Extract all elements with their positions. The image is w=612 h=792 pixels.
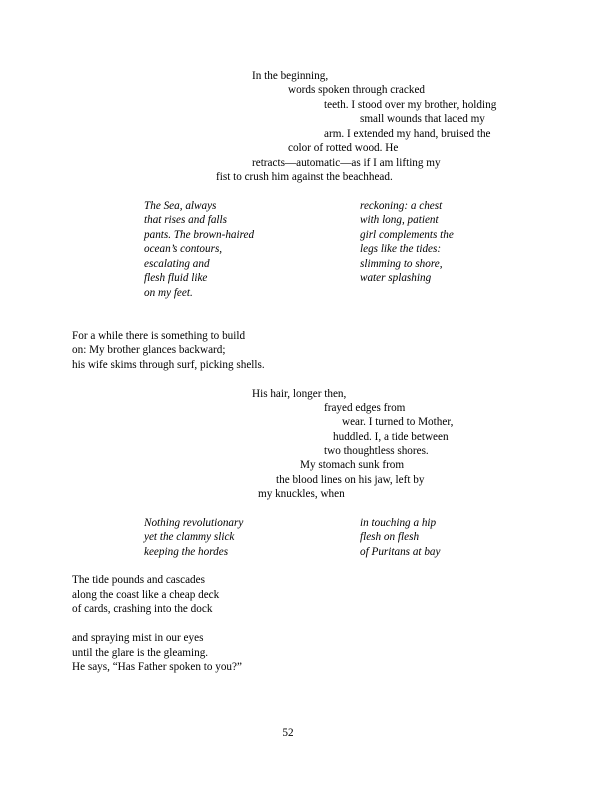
poem-line: on: My brother glances backward; <box>72 344 226 356</box>
poem-line: For a while there is something to build <box>72 330 246 342</box>
italic-line-right: legs like the tides: <box>360 243 442 255</box>
italic-line-left: The Sea, always <box>144 200 217 212</box>
poem-line: small wounds that laced my <box>360 113 485 125</box>
poem-line: His hair, longer then, <box>252 388 347 400</box>
poem-line: words spoken through cracked <box>288 84 426 96</box>
poem-line: wear. I turned to Mother, <box>342 416 454 428</box>
italic-line-left: flesh fluid like <box>144 272 208 284</box>
italic-line-right: of Puritans at bay <box>360 546 441 558</box>
poem-line: retracts—automatic—as if I am lifting my <box>252 157 441 169</box>
poem-line: along the coast like a cheap deck <box>72 589 220 601</box>
italic-line-left: ocean’s contours, <box>144 243 223 255</box>
italic-line-right: in touching a hip <box>360 517 437 529</box>
poem-line: In the beginning, <box>252 70 329 82</box>
italic-line-left: keeping the hordes <box>144 546 229 558</box>
italic-line-right: reckoning: a chest <box>360 200 443 212</box>
poem-line: teeth. I stood over my brother, holding <box>324 99 497 111</box>
italic-line-left: pants. The brown-haired <box>144 229 255 241</box>
italic-line-left: escalating and <box>144 258 210 270</box>
poem-line: his wife skims through surf, picking shells. <box>72 359 265 371</box>
poem-line: huddled. I, a tide between <box>333 431 449 443</box>
poem-line: and spraying mist in our eyes <box>72 632 204 644</box>
poem-line: frayed edges from <box>324 402 406 414</box>
italic-line-right: with long, patient <box>360 214 439 226</box>
poem-line: the blood lines on his jaw, left by <box>276 474 425 486</box>
italic-line-left: yet the clammy slick <box>144 531 235 543</box>
italic-line-left: that rises and falls <box>144 214 227 226</box>
poem-line: two thoughtless shores. <box>324 445 429 457</box>
italic-line-left: on my feet. <box>144 287 193 299</box>
poem-line: arm. I extended my hand, bruised the <box>324 128 491 140</box>
poem-line: color of rotted wood. He <box>288 142 399 154</box>
italic-line-right: girl complements the <box>360 229 454 241</box>
poem-line: fist to crush him against the beachhead. <box>216 171 393 183</box>
italic-line-right: water splashing <box>360 272 432 284</box>
poem-line: My stomach sunk from <box>300 459 405 471</box>
poem-line: He says, “Has Father spoken to you?” <box>72 661 242 673</box>
italic-line-right: slimming to shore, <box>360 258 443 270</box>
poem-line: until the glare is the gleaming. <box>72 647 209 659</box>
poem-line: of cards, crashing into the dock <box>72 603 213 615</box>
poem-line: my knuckles, when <box>258 488 345 500</box>
poem-line: The tide pounds and cascades <box>72 574 205 586</box>
italic-line-left: Nothing revolutionary <box>144 517 244 529</box>
page-number: 52 <box>282 727 294 739</box>
italic-line-right: flesh on flesh <box>360 531 420 543</box>
